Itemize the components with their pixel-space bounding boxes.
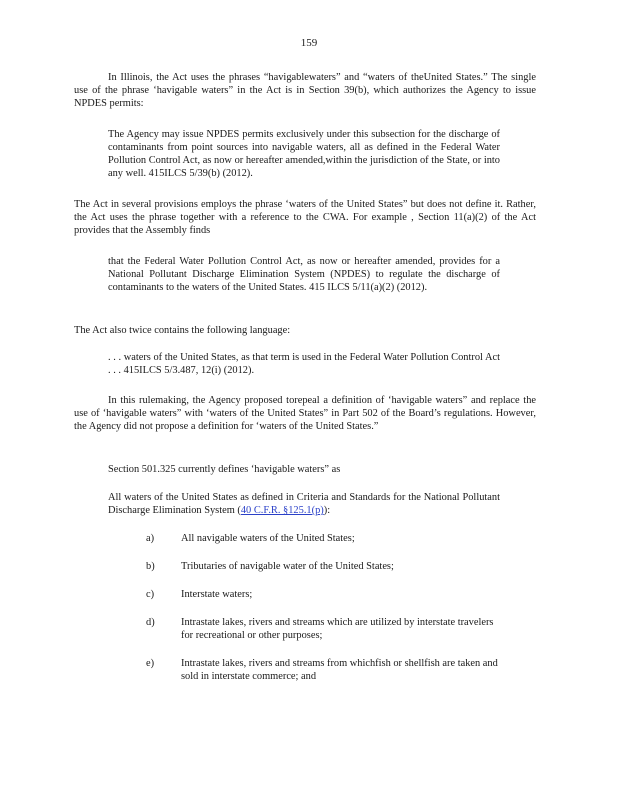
quote-all-waters: [108, 491, 500, 517]
list-item-label: d): [146, 617, 155, 628]
list-item-text: Tributaries of navigable water of the United States;: [181, 561, 394, 572]
paragraph-twice-contains: The Act also twice contains the following language:: [74, 325, 291, 336]
quote-all-waters-end: ):: [323, 505, 331, 516]
list-item-label: c): [146, 589, 155, 600]
quote-section-3487: . . . waters of the United States, as that term is used in the Federal Water Pollution Control Act . . . 415ILCS 5/3.487, 12(i) (2012).: [108, 352, 500, 376]
list-item-label: e): [146, 658, 155, 669]
list-item-text: All navigable waters of the United States;: [181, 533, 355, 544]
list-item-text: Intrastate lakes, rivers and streams from whichfish or shellfish are taken and sold in interstate commerce; and: [181, 658, 498, 682]
list-item-label: a): [146, 533, 155, 544]
cfr-citation-link[interactable]: 40 C.F.R. §125.1(p): [240, 505, 324, 516]
list-item-text: Interstate waters;: [181, 589, 253, 600]
paragraph-illinois-act: In Illinois, the Act uses the phrases “havigablewaters” and “waters of theUnited States.” The single use of the phrase ‘havigable waters” in the Act is in Section 39(b), which authorizes the Agency to issue NPDES permits:: [74, 72, 536, 109]
page-number: 159: [300, 37, 318, 49]
list-item-label: b): [146, 561, 155, 572]
list-item-text: Intrastate lakes, rivers and streams which are utilized by interstate travelers for recreational or other purposes;: [181, 617, 494, 641]
quote-section-11a2: that the Federal Water Pollution Control Act, as now or hereafter amended, provides for a National Pollutant Discharge Elimination System (NPDES) to regulate the discharge of contaminants to the waters of the United States. 415 ILCS 5/11(a)(2) (2012).: [108, 256, 500, 293]
paragraph-several-provisions: The Act in several provisions employs the phrase ‘waters of the United States” but does not define it. Rather, the Act uses the phrase together with a reference to the CWA. For example , Section 11(a)(2) of the Act provides that the Assembly finds: [74, 199, 536, 236]
paragraph-rulemaking: In this rulemaking, the Agency proposed torepeal a definition of ‘havigable waters” and replace the use of ‘havigable waters” with ‘waters of the United States” in Part 502 of the Board’s regulations. However, the Agency did not propose a definition for ‘waters of the United States.”: [74, 395, 536, 432]
paragraph-section-501325: Section 501.325 currently defines ‘havigable waters” as: [108, 464, 341, 475]
quote-section-39b: The Agency may issue NPDES permits exclusively under this subsection for the discharge of contaminants from point sources into navigable waters, all as defined in the Federal Water Pollution Control Act, as now or hereafter amended,within the jurisdiction of the State, or into any well. 415ILCS 5/39(b) (2012).: [108, 129, 500, 179]
quote-all-waters-text: All waters of the United States as defined in Criteria and Standards for the National Pollutant Discharge Elimination System (: [108, 492, 500, 516]
